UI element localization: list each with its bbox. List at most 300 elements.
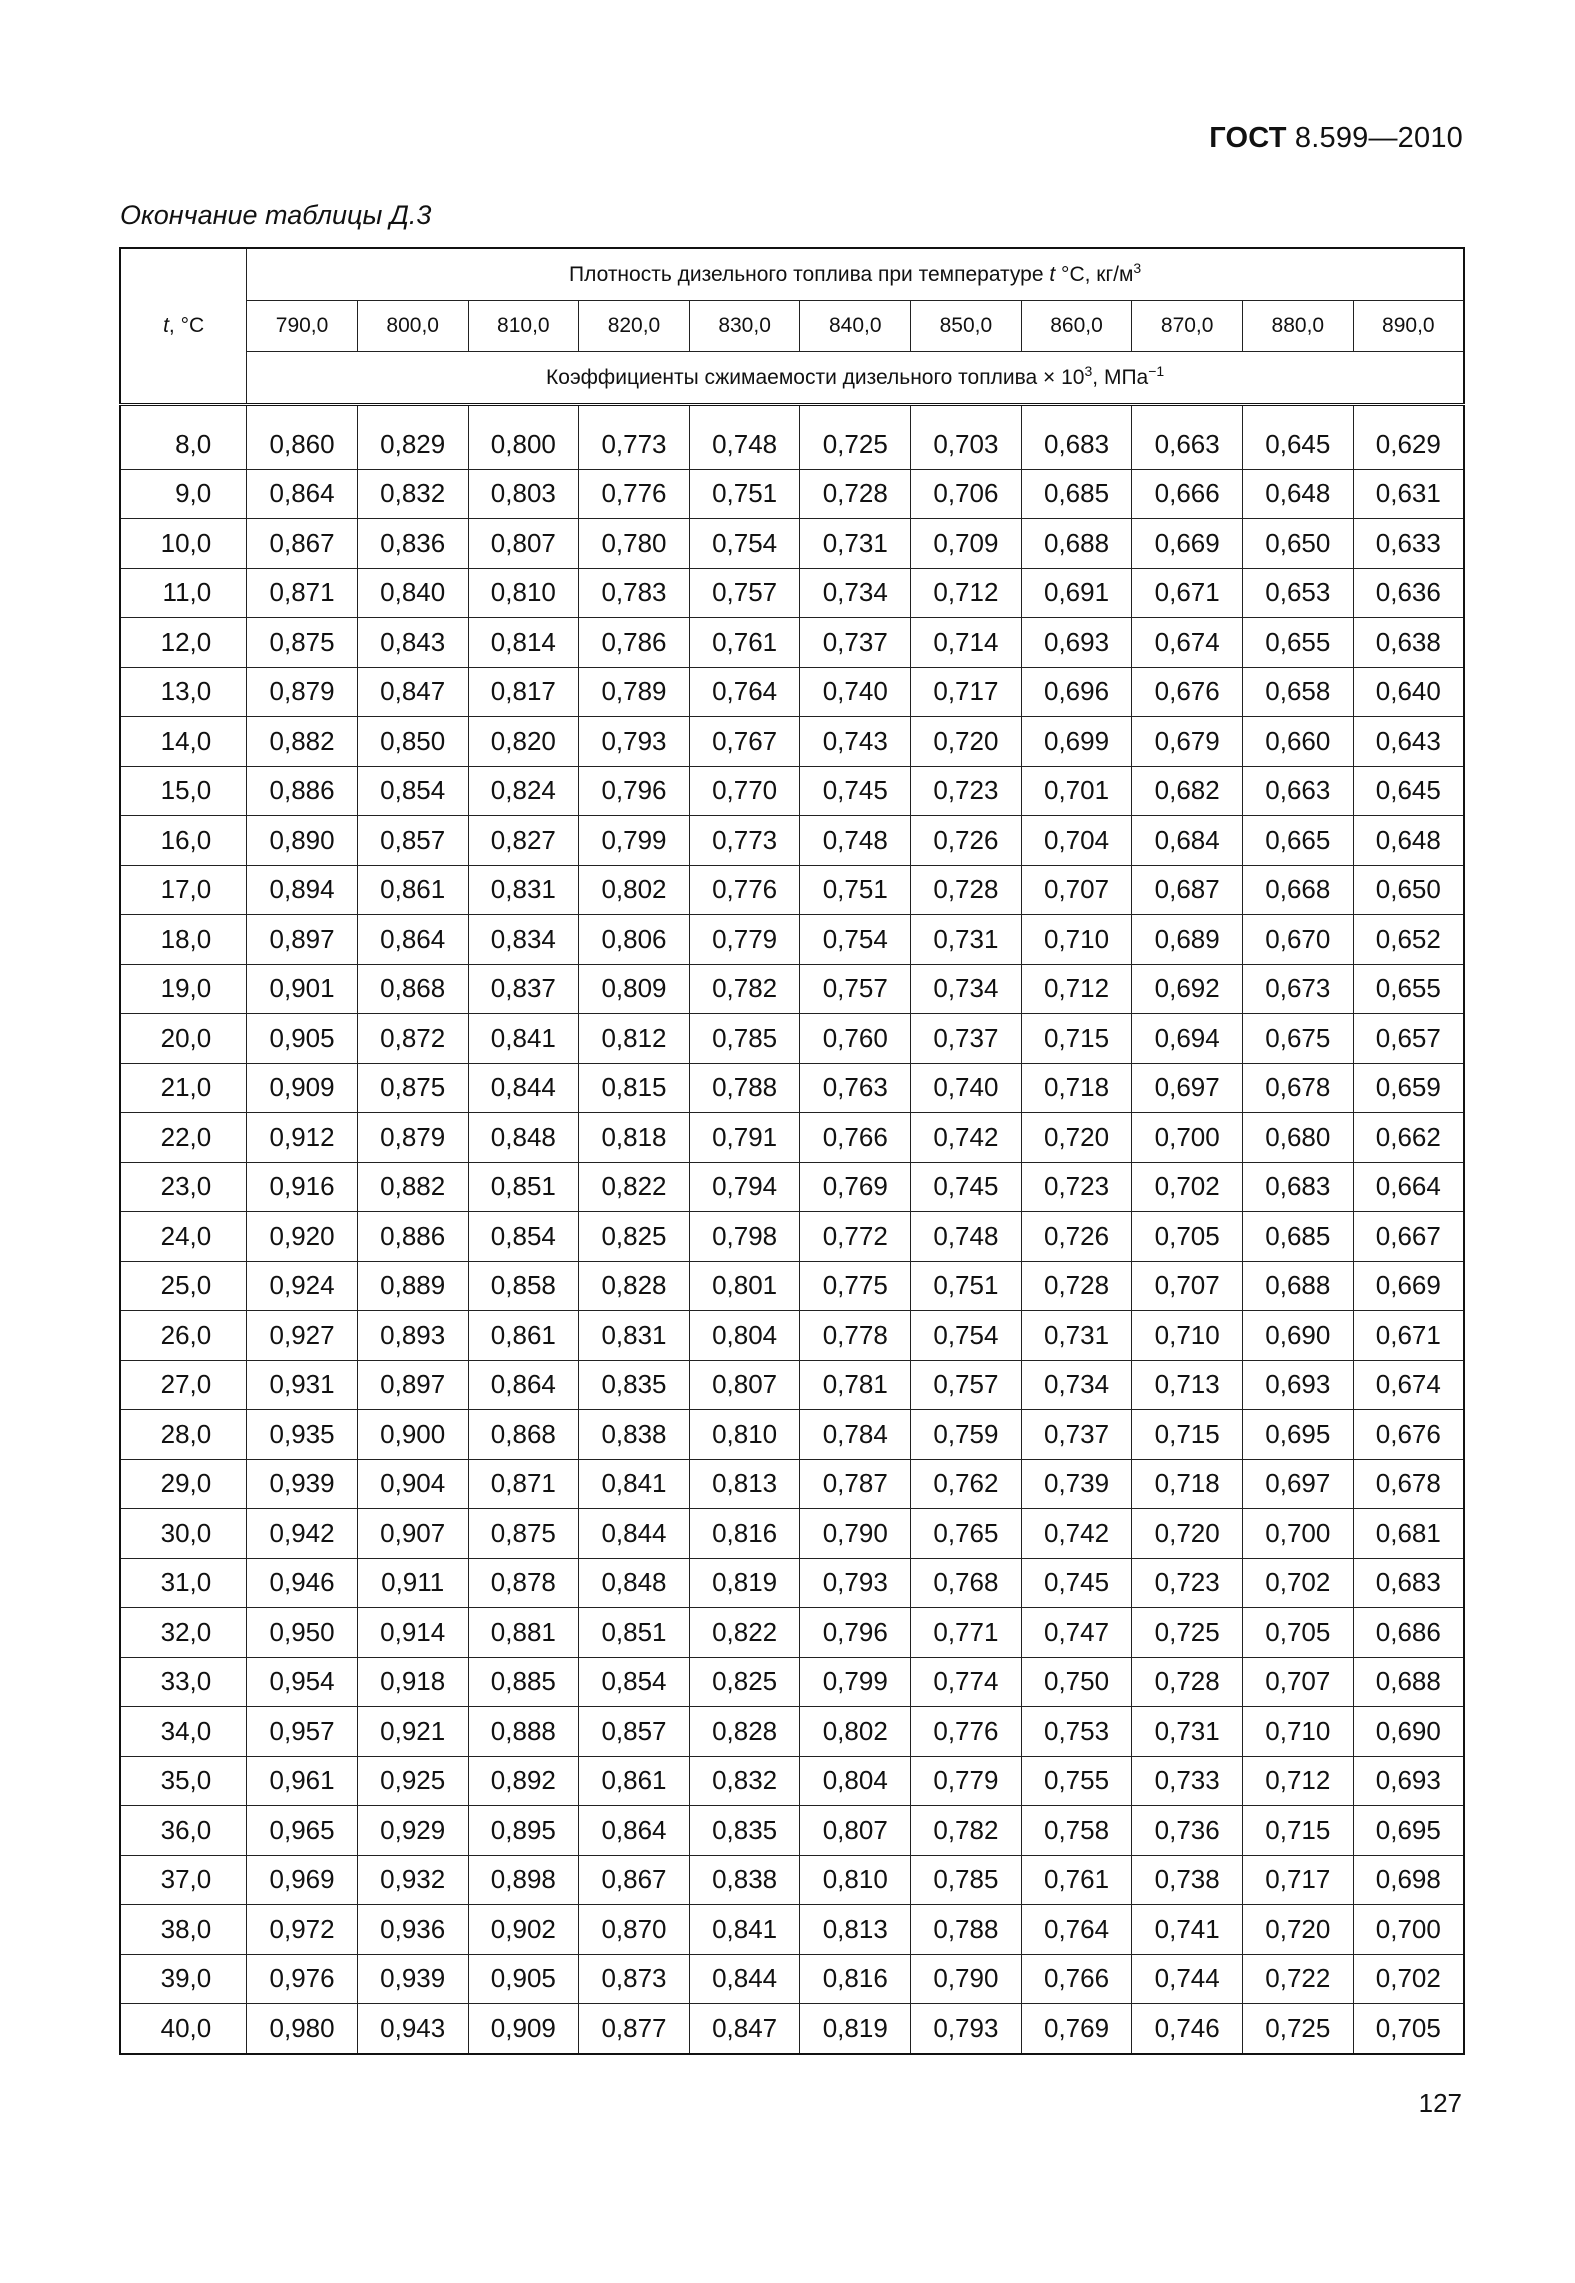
coefficient-cell: 0,868	[357, 964, 468, 1014]
coefficient-cell: 0,748	[911, 1212, 1022, 1262]
coefficient-cell: 0,741	[1132, 1905, 1243, 1955]
coefficient-cell: 0,939	[357, 1954, 468, 2004]
coefficient-cell: 0,717	[1243, 1855, 1354, 1905]
coefficient-cell: 0,723	[1021, 1162, 1132, 1212]
coefficient-cell: 0,882	[357, 1162, 468, 1212]
coefficient-cell: 0,847	[689, 2004, 800, 2054]
coefficient-cell: 0,767	[689, 717, 800, 767]
temperature-cell: 17,0	[120, 865, 247, 915]
coefficient-cell: 0,717	[911, 667, 1022, 717]
coefficient-cell: 0,858	[468, 1261, 579, 1311]
coefficient-cell: 0,663	[1243, 766, 1354, 816]
coefficient-cell: 0,765	[911, 1509, 1022, 1559]
coefficient-cell: 0,875	[357, 1063, 468, 1113]
coefficient-cell: 0,895	[468, 1806, 579, 1856]
coefficient-cell: 0,744	[1132, 1954, 1243, 2004]
coefficient-cell: 0,655	[1353, 964, 1464, 1014]
coefficient-cell: 0,713	[1132, 1360, 1243, 1410]
coefficient-cell: 0,707	[1243, 1657, 1354, 1707]
table-row	[120, 1509, 1464, 1559]
coefficient-cell: 0,807	[800, 1806, 911, 1856]
coefficient-cell: 0,905	[247, 1014, 358, 1064]
coefficient-cell: 0,645	[1243, 420, 1354, 469]
coefficient-cell: 0,680	[1243, 1113, 1354, 1163]
coefficient-cell: 0,857	[357, 816, 468, 866]
table-row	[120, 1707, 1464, 1757]
temperature-cell: 21,0	[120, 1063, 247, 1113]
coefficient-cell: 0,957	[247, 1707, 358, 1757]
coefficient-cell: 0,881	[468, 1608, 579, 1658]
coefficient-cell: 0,700	[1353, 1905, 1464, 1955]
coefficient-cell: 0,776	[689, 865, 800, 915]
coefficient-cell: 0,897	[247, 915, 358, 965]
coefficient-cell: 0,924	[247, 1261, 358, 1311]
coefficient-cell: 0,822	[689, 1608, 800, 1658]
coefficient-cell: 0,817	[468, 667, 579, 717]
coefficient-cell: 0,870	[579, 1905, 690, 1955]
coefficient-cell: 0,705	[1353, 2004, 1464, 2054]
coefficient-cell: 0,734	[1021, 1360, 1132, 1410]
coefficient-cell: 0,683	[1243, 1162, 1354, 1212]
coefficient-cell: 0,645	[1353, 766, 1464, 816]
coefficient-cell: 0,867	[579, 1855, 690, 1905]
coefficient-cell: 0,931	[247, 1360, 358, 1410]
coefficient-cell: 0,720	[1132, 1509, 1243, 1559]
coefficient-cell: 0,715	[1021, 1014, 1132, 1064]
coefficient-cell: 0,898	[468, 1855, 579, 1905]
coefficient-cell: 0,864	[357, 915, 468, 965]
coefficient-cell: 0,748	[689, 420, 800, 469]
coefficient-cell: 0,841	[689, 1905, 800, 1955]
coefficient-cell: 0,864	[247, 469, 358, 519]
coefficient-cell: 0,673	[1243, 964, 1354, 1014]
coefficient-cell: 0,950	[247, 1608, 358, 1658]
coefficient-cell: 0,854	[357, 766, 468, 816]
coefficient-cell: 0,820	[468, 717, 579, 767]
density-header-cell: 820,0	[579, 301, 690, 352]
coefficient-cell: 0,629	[1353, 420, 1464, 469]
temperature-cell: 11,0	[120, 568, 247, 618]
coefficient-cell: 0,685	[1243, 1212, 1354, 1262]
coefficient-cell: 0,848	[468, 1113, 579, 1163]
coefficient-cell: 0,818	[579, 1113, 690, 1163]
coefficient-cell: 0,822	[579, 1162, 690, 1212]
coefficient-cell: 0,742	[911, 1113, 1022, 1163]
coefficient-cell: 0,723	[911, 766, 1022, 816]
coefficient-cell: 0,754	[689, 519, 800, 569]
coefficient-cell: 0,815	[579, 1063, 690, 1113]
coefficient-cell: 0,668	[1243, 865, 1354, 915]
coefficient-cell: 0,718	[1132, 1459, 1243, 1509]
coefficient-cell: 0,850	[357, 717, 468, 767]
coefficient-cell: 0,773	[579, 420, 690, 469]
header-spacer	[120, 405, 1464, 421]
coefficient-cell: 0,728	[800, 469, 911, 519]
coefficient-cell: 0,875	[468, 1509, 579, 1559]
coefficient-cell: 0,683	[1353, 1558, 1464, 1608]
coefficient-cell: 0,901	[247, 964, 358, 1014]
coefficient-cell: 0,705	[1243, 1608, 1354, 1658]
coefficient-cell: 0,755	[1021, 1756, 1132, 1806]
coefficient-cell: 0,789	[579, 667, 690, 717]
coefficient-cell: 0,798	[689, 1212, 800, 1262]
coefficient-cell: 0,879	[247, 667, 358, 717]
coefficient-cell: 0,638	[1353, 618, 1464, 668]
coefficient-cell: 0,653	[1243, 568, 1354, 618]
coefficient-cell: 0,636	[1353, 568, 1464, 618]
coefficient-cell: 0,650	[1243, 519, 1354, 569]
temperature-cell: 23,0	[120, 1162, 247, 1212]
coefficient-cell: 0,864	[468, 1360, 579, 1410]
temperature-cell: 10,0	[120, 519, 247, 569]
coefficient-cell: 0,703	[911, 420, 1022, 469]
coefficient-cell: 0,809	[579, 964, 690, 1014]
coefficient-cell: 0,742	[1021, 1509, 1132, 1559]
temperature-cell: 33,0	[120, 1657, 247, 1707]
coefficient-cell: 0,776	[911, 1707, 1022, 1757]
coefficient-cell: 0,652	[1353, 915, 1464, 965]
coefficient-cell: 0,942	[247, 1509, 358, 1559]
table-row	[120, 618, 1464, 668]
coefficient-cell: 0,878	[468, 1558, 579, 1608]
coefficient-cell: 0,658	[1243, 667, 1354, 717]
coefficient-cell: 0,907	[357, 1509, 468, 1559]
gost-label: ГОСТ	[1209, 122, 1287, 154]
coefficient-cell: 0,844	[468, 1063, 579, 1113]
coefficient-cell: 0,886	[247, 766, 358, 816]
coefficient-cell: 0,681	[1353, 1509, 1464, 1559]
density-header-cell: 840,0	[800, 301, 911, 352]
coefficient-cell: 0,897	[357, 1360, 468, 1410]
coefficient-cell: 0,885	[468, 1657, 579, 1707]
coefficient-cell: 0,782	[911, 1806, 1022, 1856]
temperature-cell: 27,0	[120, 1360, 247, 1410]
coefficient-cell: 0,927	[247, 1311, 358, 1361]
coefficient-cell: 0,954	[247, 1657, 358, 1707]
table-row	[120, 420, 1464, 469]
coefficient-cell: 0,837	[468, 964, 579, 1014]
coefficient-cell: 0,912	[247, 1113, 358, 1163]
coefficient-cell: 0,794	[689, 1162, 800, 1212]
coefficient-cell: 0,778	[800, 1311, 911, 1361]
coefficient-cell: 0,779	[689, 915, 800, 965]
temperature-cell: 39,0	[120, 1954, 247, 2004]
coefficient-cell: 0,867	[247, 519, 358, 569]
coefficient-cell: 0,640	[1353, 667, 1464, 717]
coefficient-cell: 0,819	[689, 1558, 800, 1608]
temperature-cell: 18,0	[120, 915, 247, 965]
coefficient-cell: 0,720	[1243, 1905, 1354, 1955]
coefficient-cell: 0,751	[689, 469, 800, 519]
coefficient-cell: 0,740	[800, 667, 911, 717]
coefficient-cell: 0,904	[357, 1459, 468, 1509]
coefficient-cell: 0,660	[1243, 717, 1354, 767]
coefficient-cell: 0,631	[1353, 469, 1464, 519]
table-row	[120, 1212, 1464, 1262]
coefficient-cell: 0,921	[357, 1707, 468, 1757]
density-header-cell: 880,0	[1243, 301, 1354, 352]
coefficient-cell: 0,847	[357, 667, 468, 717]
coefficient-cell: 0,965	[247, 1806, 358, 1856]
coefficient-cell: 0,748	[800, 816, 911, 866]
coefficient-cell: 0,650	[1353, 865, 1464, 915]
coefficient-cell: 0,704	[1021, 816, 1132, 866]
coefficient-cell: 0,715	[1243, 1806, 1354, 1856]
coefficient-cell: 0,726	[1021, 1212, 1132, 1262]
coefficient-cell: 0,800	[468, 420, 579, 469]
table-row	[120, 1855, 1464, 1905]
temperature-cell: 14,0	[120, 717, 247, 767]
coefficient-cell: 0,678	[1353, 1459, 1464, 1509]
coefficient-cell: 0,824	[468, 766, 579, 816]
table-row	[120, 469, 1464, 519]
coefficient-cell: 0,723	[1132, 1558, 1243, 1608]
temperature-cell: 8,0	[120, 420, 247, 469]
table-row	[120, 2004, 1464, 2054]
coefficient-cell: 0,854	[579, 1657, 690, 1707]
coefficient-cell: 0,840	[357, 568, 468, 618]
coefficient-cell: 0,775	[800, 1261, 911, 1311]
coefficient-cell: 0,671	[1132, 568, 1243, 618]
coefficient-cell: 0,781	[800, 1360, 911, 1410]
coefficient-cell: 0,793	[911, 2004, 1022, 2054]
coefficient-cell: 0,905	[468, 1954, 579, 2004]
coefficient-cell: 0,946	[247, 1558, 358, 1608]
coefficient-cell: 0,670	[1243, 915, 1354, 965]
table-row	[120, 519, 1464, 569]
density-header-cell: 810,0	[468, 301, 579, 352]
table-row	[120, 1063, 1464, 1113]
coefficient-cell: 0,707	[1132, 1261, 1243, 1311]
coefficient-cell: 0,691	[1021, 568, 1132, 618]
coefficient-cell: 0,725	[1243, 2004, 1354, 2054]
coefficient-cell: 0,731	[911, 915, 1022, 965]
coefficient-cell: 0,844	[689, 1954, 800, 2004]
coefficient-cell: 0,766	[1021, 1954, 1132, 2004]
coefficient-cell: 0,695	[1353, 1806, 1464, 1856]
table-row	[120, 915, 1464, 965]
coefficient-cell: 0,832	[689, 1756, 800, 1806]
temperature-cell: 25,0	[120, 1261, 247, 1311]
coefficient-cell: 0,731	[1021, 1311, 1132, 1361]
coefficient-cell: 0,814	[468, 618, 579, 668]
coefficient-cell: 0,902	[468, 1905, 579, 1955]
coefficient-cell: 0,851	[468, 1162, 579, 1212]
density-header-cell: 850,0	[911, 301, 1022, 352]
coefficient-cell: 0,745	[1021, 1558, 1132, 1608]
coefficient-cell: 0,843	[357, 618, 468, 668]
coefficient-cell: 0,772	[800, 1212, 911, 1262]
coefficient-cell: 0,916	[247, 1162, 358, 1212]
coefficient-cell: 0,799	[800, 1657, 911, 1707]
table-body	[120, 420, 1464, 2054]
coefficient-cell: 0,871	[468, 1459, 579, 1509]
coefficient-cell: 0,838	[579, 1410, 690, 1460]
density-header-row	[120, 301, 1464, 352]
temperature-cell: 9,0	[120, 469, 247, 519]
coefficient-cell: 0,935	[247, 1410, 358, 1460]
coefficient-cell: 0,900	[357, 1410, 468, 1460]
temperature-cell: 31,0	[120, 1558, 247, 1608]
temperature-cell: 20,0	[120, 1014, 247, 1064]
coefficient-cell: 0,801	[689, 1261, 800, 1311]
coefficient-cell: 0,633	[1353, 519, 1464, 569]
coefficient-cell: 0,773	[689, 816, 800, 866]
coefficient-cell: 0,657	[1353, 1014, 1464, 1064]
table-row	[120, 1311, 1464, 1361]
coefficient-cell: 0,939	[247, 1459, 358, 1509]
table-row	[120, 1113, 1464, 1163]
coefficient-cell: 0,690	[1353, 1707, 1464, 1757]
coefficient-cell: 0,679	[1132, 717, 1243, 767]
coefficient-cell: 0,810	[689, 1410, 800, 1460]
coefficient-cell: 0,689	[1132, 915, 1243, 965]
document-header	[1209, 122, 1463, 155]
coefficient-cell: 0,961	[247, 1756, 358, 1806]
coefficient-cell: 0,754	[911, 1311, 1022, 1361]
coefficient-cell: 0,844	[579, 1509, 690, 1559]
page-number: 127	[1418, 2088, 1462, 2118]
temperature-cell: 26,0	[120, 1311, 247, 1361]
coefficient-cell: 0,688	[1353, 1657, 1464, 1707]
coefficient-cell: 0,706	[911, 469, 1022, 519]
coefficient-cell: 0,782	[689, 964, 800, 1014]
coefficient-cell: 0,890	[247, 816, 358, 866]
coefficient-cell: 0,688	[1021, 519, 1132, 569]
coefficient-cell: 0,875	[247, 618, 358, 668]
coefficient-cell: 0,707	[1021, 865, 1132, 915]
coefficient-cell: 0,715	[1132, 1410, 1243, 1460]
t-column-header: t, °С	[120, 248, 247, 405]
coefficient-cell: 0,733	[1132, 1756, 1243, 1806]
coefficient-cell: 0,828	[689, 1707, 800, 1757]
table-row	[120, 1410, 1464, 1460]
temperature-cell: 30,0	[120, 1509, 247, 1559]
coefficient-cell: 0,861	[579, 1756, 690, 1806]
coefficient-cell: 0,743	[800, 717, 911, 767]
coefficient-cell: 0,841	[468, 1014, 579, 1064]
coefficient-cell: 0,857	[579, 1707, 690, 1757]
coefficient-cell: 0,760	[800, 1014, 911, 1064]
coefficient-cell: 0,759	[911, 1410, 1022, 1460]
coefficient-cell: 0,790	[911, 1954, 1022, 2004]
coefficient-cell: 0,734	[800, 568, 911, 618]
coefficient-cell: 0,655	[1243, 618, 1354, 668]
coefficient-cell: 0,841	[579, 1459, 690, 1509]
coefficient-cell: 0,659	[1353, 1063, 1464, 1113]
coefficient-cell: 0,757	[911, 1360, 1022, 1410]
density-header-cell: 860,0	[1021, 301, 1132, 352]
temperature-cell: 36,0	[120, 1806, 247, 1856]
coefficient-cell: 0,745	[911, 1162, 1022, 1212]
coefficient-cell: 0,694	[1132, 1014, 1243, 1064]
coefficient-cell: 0,648	[1243, 469, 1354, 519]
table-row	[120, 1014, 1464, 1064]
coefficient-cell: 0,804	[689, 1311, 800, 1361]
coefficient-cell: 0,710	[1243, 1707, 1354, 1757]
coefficient-cell: 0,720	[1021, 1113, 1132, 1163]
coefficient-cell: 0,813	[800, 1905, 911, 1955]
coefficient-cell: 0,757	[800, 964, 911, 1014]
temperature-cell: 32,0	[120, 1608, 247, 1658]
table-row	[120, 964, 1464, 1014]
coefficient-cell: 0,861	[468, 1311, 579, 1361]
coefficient-cell: 0,757	[689, 568, 800, 618]
coefficient-cell: 0,868	[468, 1410, 579, 1460]
temperature-cell: 24,0	[120, 1212, 247, 1262]
coefficient-cell: 0,860	[247, 420, 358, 469]
temperature-cell: 29,0	[120, 1459, 247, 1509]
coefficient-cell: 0,710	[1021, 915, 1132, 965]
coefficient-cell: 0,835	[579, 1360, 690, 1410]
coefficient-cell: 0,662	[1353, 1113, 1464, 1163]
coefficient-cell: 0,972	[247, 1905, 358, 1955]
coefficient-cell: 0,877	[579, 2004, 690, 2054]
coefficient-cell: 0,705	[1132, 1212, 1243, 1262]
coefficient-cell: 0,643	[1353, 717, 1464, 767]
coefficient-cell: 0,803	[468, 469, 579, 519]
table-row	[120, 717, 1464, 767]
coefficient-cell: 0,734	[911, 964, 1022, 1014]
table-row	[120, 1806, 1464, 1856]
coefficient-cell: 0,699	[1021, 717, 1132, 767]
coefficient-cell: 0,771	[911, 1608, 1022, 1658]
coefficient-cell: 0,911	[357, 1558, 468, 1608]
density-group-header: Плотность дизельного топлива при температуре t °С, $кг/м^3$	[247, 248, 1464, 301]
coefficient-cell: 0,807	[468, 519, 579, 569]
coefficient-cell: 0,709	[911, 519, 1022, 569]
coefficient-cell: 0,786	[579, 618, 690, 668]
coefficient-cell: 0,678	[1243, 1063, 1354, 1113]
coefficient-cell: 0,776	[579, 469, 690, 519]
coefficient-cell: 0,790	[800, 1509, 911, 1559]
coefficient-cell: 0,674	[1132, 618, 1243, 668]
coefficient-cell: 0,864	[579, 1806, 690, 1856]
coefficient-cell: 0,698	[1353, 1855, 1464, 1905]
coefficients-header: Коэффициенты сжимаемости дизельного топлива × $10^3$, МПа$^{-1}$	[247, 352, 1464, 405]
density-header-cell: 870,0	[1132, 301, 1243, 352]
table-row	[120, 1261, 1464, 1311]
coefficient-cell: 0,774	[911, 1657, 1022, 1707]
coefficient-cell: 0,819	[800, 2004, 911, 2054]
coefficient-cell: 0,793	[579, 717, 690, 767]
table-row	[120, 816, 1464, 866]
coefficient-cell: 0,702	[1243, 1558, 1354, 1608]
table-row	[120, 1360, 1464, 1410]
coefficient-cell: 0,712	[1243, 1756, 1354, 1806]
temperature-cell: 16,0	[120, 816, 247, 866]
coefficient-cell: 0,720	[911, 717, 1022, 767]
coefficient-cell: 0,739	[1021, 1459, 1132, 1509]
coefficient-cell: 0,920	[247, 1212, 358, 1262]
coefficient-cell: 0,799	[579, 816, 690, 866]
coefficient-cell: 0,737	[911, 1014, 1022, 1064]
coefficient-cell: 0,848	[579, 1558, 690, 1608]
coefficient-cell: 0,832	[357, 469, 468, 519]
table-row	[120, 1657, 1464, 1707]
coefficient-cell: 0,813	[689, 1459, 800, 1509]
coefficient-cell: 0,894	[247, 865, 358, 915]
coefficient-cell: 0,747	[1021, 1608, 1132, 1658]
coefficient-cell: 0,769	[1021, 2004, 1132, 2054]
coefficient-cell: 0,687	[1132, 865, 1243, 915]
temperature-cell: 28,0	[120, 1410, 247, 1460]
table-row	[120, 865, 1464, 915]
coefficient-cell: 0,788	[911, 1905, 1022, 1955]
coefficient-cell: 0,754	[800, 915, 911, 965]
coefficient-cell: 0,825	[689, 1657, 800, 1707]
coefficient-cell: 0,766	[800, 1113, 911, 1163]
